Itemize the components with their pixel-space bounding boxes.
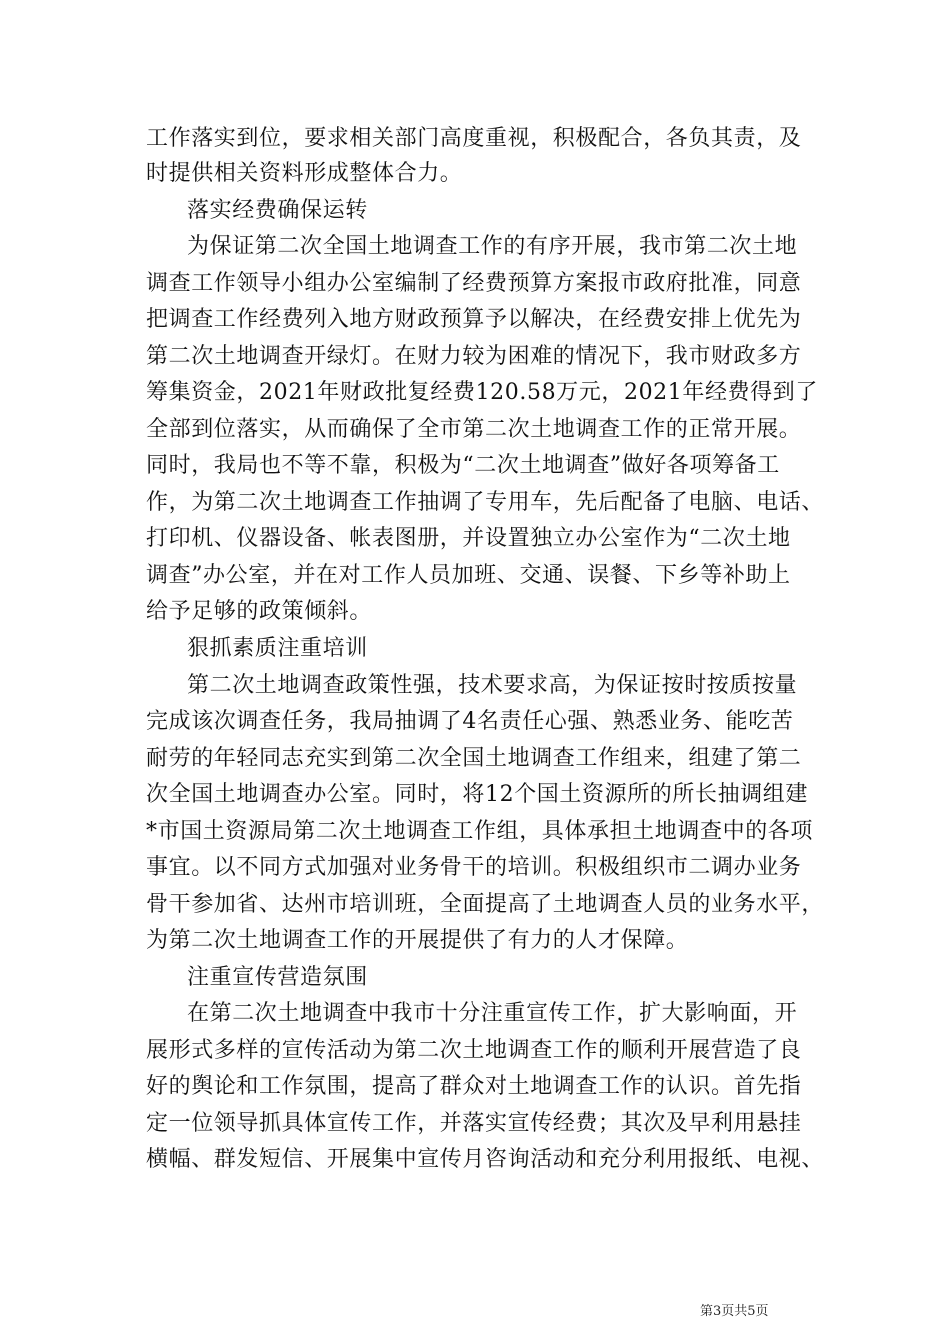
text-line: 骨干参加省、达州市培训班，全面提高了土地调查人员的业务水平， xyxy=(146,892,825,917)
text-line: 横幅、群发短信、开展集中宣传月咨询活动和充分利用报纸、电视、 xyxy=(146,1147,825,1172)
section-heading: 狠抓素质注重培训 xyxy=(187,636,368,661)
text-line: 调查”办公室，并在对工作人员加班、交通、误餐、下乡等补助上 xyxy=(146,563,791,588)
text-line: 好的舆论和工作氛围，提高了群众对土地调查工作的认识。首先指 xyxy=(146,1074,802,1099)
text-line: 工作落实到位，要求相关部门高度重视，积极配合，各负其责，及 xyxy=(146,126,802,151)
text-line: 筹集资金，2021年财政批复经费120.58万元，2021年经费得到了 xyxy=(146,380,818,405)
text-line: 同时，我局也不等不靠，积极为“二次土地调查”做好各项筹备工 xyxy=(146,453,780,478)
text-line: 耐劳的年轻同志充实到第二次全国土地调查工作组来，组建了第二 xyxy=(146,746,802,771)
text-line: 完成该次调查任务，我局抽调了4名责任心强、熟悉业务、能吃苦 xyxy=(146,709,794,734)
paragraph-first-line: 在第二次土地调查中我市十分注重宣传工作，扩大影响面，开 xyxy=(187,1001,798,1026)
text-line: 展形式多样的宣传活动为第二次土地调查工作的顺利开展营造了良 xyxy=(146,1038,802,1063)
text-line: 打印机、仪器设备、帐表图册，并设置独立办公室作为“二次土地 xyxy=(146,526,791,551)
text-line: 调查工作领导小组办公室编制了经费预算方案报市政府批准，同意 xyxy=(146,271,802,296)
text-line: 次全国土地调查办公室。同时，将12个国土资源所的所长抽调组建 xyxy=(146,782,808,807)
text-line: 为第二次土地调查工作的开展提供了有力的人才保障。 xyxy=(146,928,689,953)
paragraph-first-line: 第二次土地调查政策性强，技术要求高，为保证按时按质按量 xyxy=(187,673,798,698)
section-heading: 落实经费确保运转 xyxy=(187,198,368,223)
text-line: 第二次土地调查开绿灯。在财力较为困难的情况下，我市财政多方 xyxy=(146,344,802,369)
text-line: 作，为第二次土地调查工作抽调了专用车，先后配备了电脑、电话、 xyxy=(146,490,825,515)
text-line: 定一位领导抓具体宣传工作，并落实宣传经费；其次及早利用悬挂 xyxy=(146,1111,802,1136)
text-line: 事宜。以不同方式加强对业务骨干的培训。积极组织市二调办业务 xyxy=(146,855,802,880)
text-line: *市国土资源局第二次土地调查工作组，具体承担土地调查中的各项 xyxy=(146,819,814,844)
page-number: 第3页共5页 xyxy=(700,1304,769,1319)
text-line: 全部到位落实，从而确保了全市第二次土地调查工作的正常开展。 xyxy=(146,417,802,442)
text-line: 把调查工作经费列入地方财政预算予以解决，在经费安排上优先为 xyxy=(146,307,802,332)
text-line: 时提供相关资料形成整体合力。 xyxy=(146,161,463,186)
section-heading: 注重宣传营造氛围 xyxy=(187,965,368,990)
paragraph-first-line: 为保证第二次全国土地调查工作的有序开展，我市第二次土地 xyxy=(187,234,798,259)
text-line: 给予足够的政策倾斜。 xyxy=(146,599,373,624)
